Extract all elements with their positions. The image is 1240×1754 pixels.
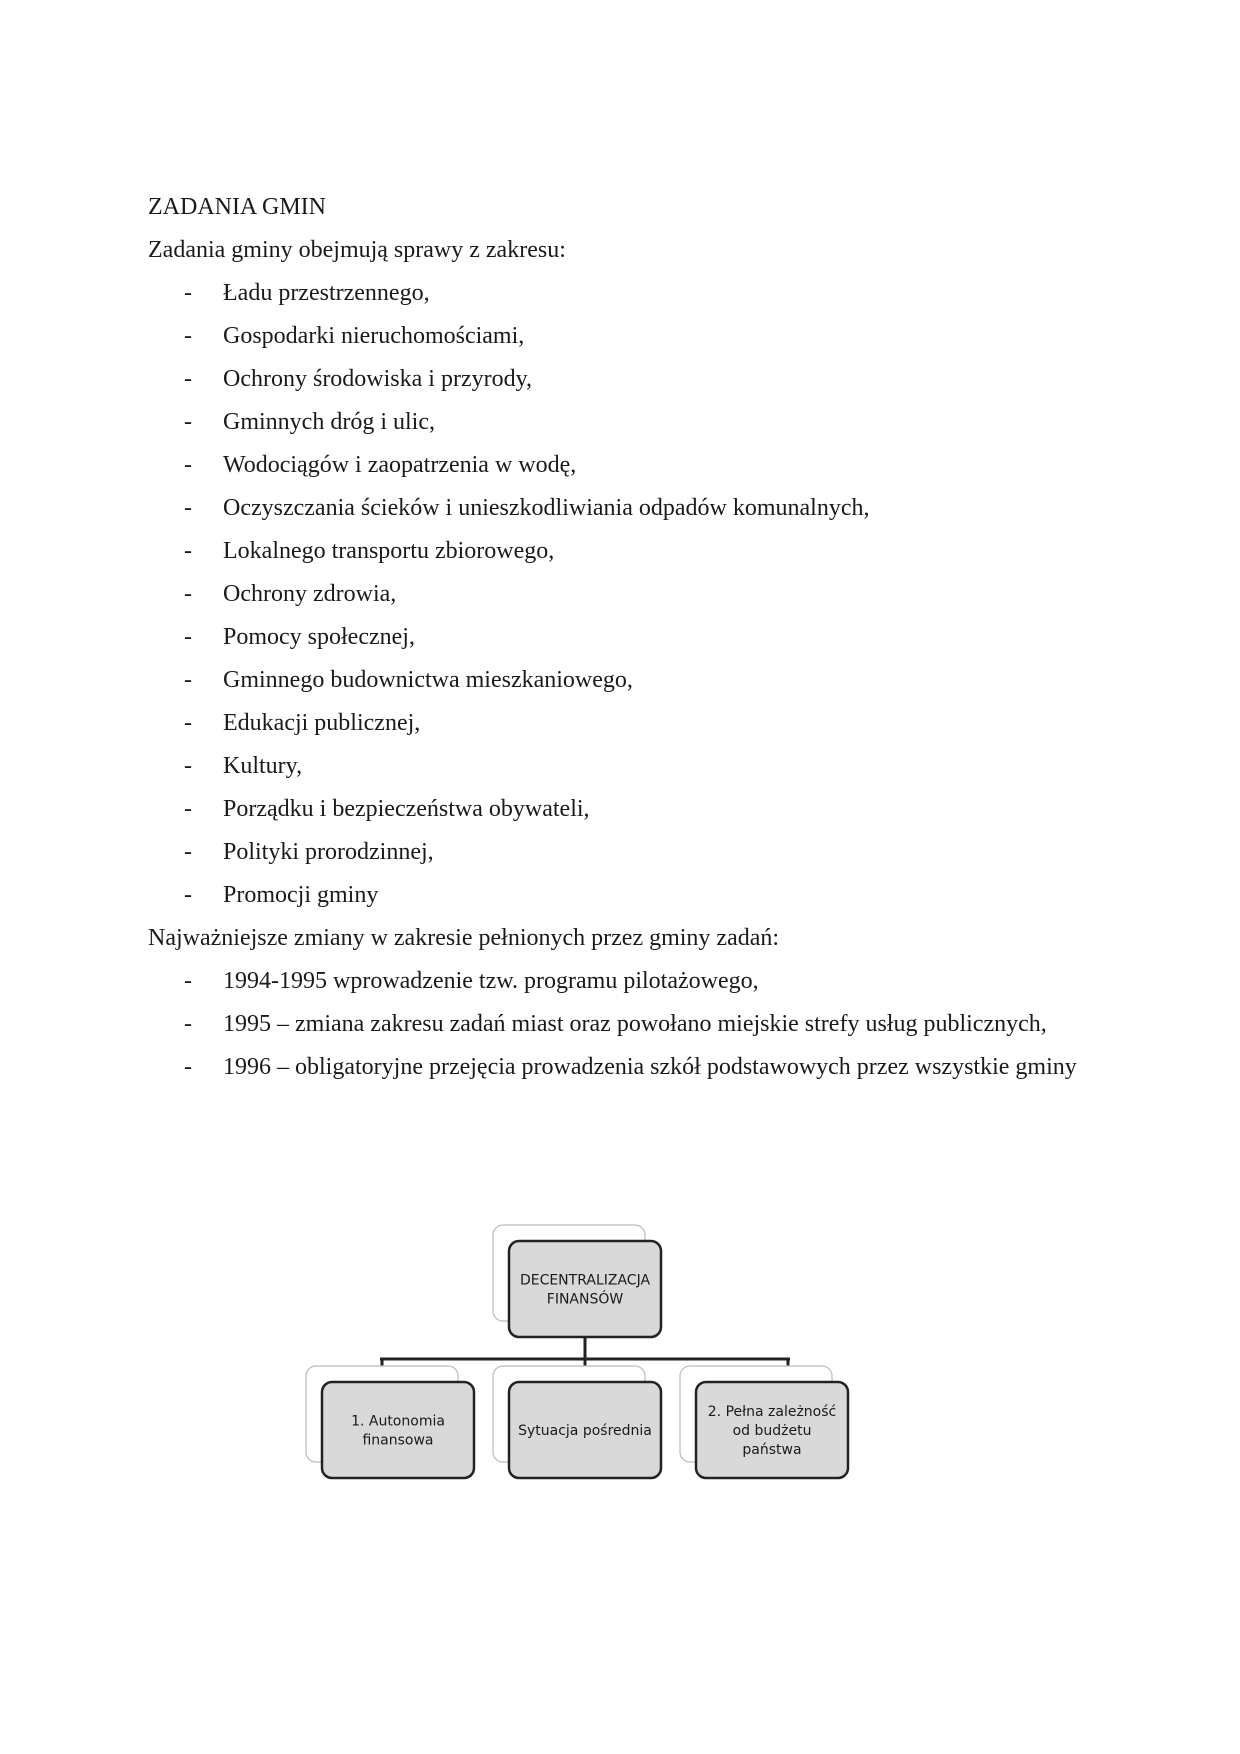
task-item <box>148 487 1128 530</box>
task-item-text: Wodociągów i zaopatrzenia w wodę, <box>223 452 577 478</box>
bullet-dash: - <box>184 495 192 521</box>
bullet-dash: - <box>184 1011 192 1037</box>
bullet-dash: - <box>184 839 192 865</box>
org-chart-diagram <box>300 1224 860 1488</box>
task-item <box>148 874 1128 917</box>
task-item-text: Polityki prorodzinnej, <box>223 839 434 865</box>
change-item <box>148 1003 1128 1046</box>
document-title: ZADANIA GMIN <box>148 194 326 220</box>
bullet-dash: - <box>184 796 192 822</box>
task-item <box>148 831 1128 874</box>
change-item-text: 1996 – obligatoryjne przejęcia prowadzenia szkół podstawowych przez wszystkie gminy <box>223 1054 1077 1080</box>
child-node-label: państwa <box>742 1442 802 1458</box>
task-item-text: Kultury, <box>223 753 303 779</box>
bullet-dash: - <box>184 366 192 392</box>
child-node-label: Sytuacja pośrednia <box>518 1423 652 1439</box>
task-item <box>148 573 1128 616</box>
bullet-dash: - <box>184 581 192 607</box>
task-item <box>148 745 1128 788</box>
bullet-dash: - <box>184 753 192 779</box>
task-item <box>148 358 1128 401</box>
child-node-label: finansowa <box>362 1432 434 1449</box>
child-node-label: od budżetu <box>732 1423 812 1439</box>
task-item-text: Promocji gminy <box>223 882 379 908</box>
bullet-dash: - <box>184 882 192 908</box>
task-item-text: Lokalnego transportu zbiorowego, <box>223 538 555 564</box>
task-item <box>148 315 1128 358</box>
bullet-dash: - <box>184 624 192 650</box>
root-node-box <box>509 1241 661 1337</box>
change-item <box>148 960 1128 1003</box>
changes-intro: Najważniejsze zmiany w zakresie pełnionych przez gminy zadań: <box>148 925 780 951</box>
changes-list <box>148 960 1128 1089</box>
bullet-dash: - <box>184 968 192 994</box>
task-item-text: Porządku i bezpieczeństwa obywateli, <box>223 796 590 822</box>
task-item-text: Gminnego budownictwa mieszkaniowego, <box>223 667 633 693</box>
task-item-text: Edukacji publicznej, <box>223 710 421 736</box>
task-item <box>148 272 1128 315</box>
bullet-dash: - <box>184 1054 192 1080</box>
diagram-svg <box>300 1224 860 1488</box>
task-item-text: Pomocy społecznej, <box>223 624 415 650</box>
tasks-intro: Zadania gminy obejmują sprawy z zakresu: <box>148 237 566 263</box>
change-item <box>148 1046 1128 1089</box>
task-item-text: Gospodarki nieruchomościami, <box>223 323 525 349</box>
bullet-dash: - <box>184 667 192 693</box>
task-item <box>148 444 1128 487</box>
child-node-label: 2. Pełna zależność <box>707 1404 837 1420</box>
child-node-box <box>322 1382 474 1478</box>
root-node-label: FINANSÓW <box>546 1291 624 1308</box>
change-item-text: 1994-1995 wprowadzenie tzw. programu pilotażowego, <box>223 968 759 994</box>
task-item-text: Ładu przestrzennego, <box>223 280 430 306</box>
task-item <box>148 401 1128 444</box>
task-item <box>148 788 1128 831</box>
task-item-text: Ochrony zdrowia, <box>223 581 397 607</box>
task-item-text: Ochrony środowiska i przyrody, <box>223 366 533 392</box>
task-item-text: Oczyszczania ścieków i unieszkodliwiania odpadów komunalnych, <box>223 495 870 521</box>
change-item-text: 1995 – zmiana zakresu zadań miast oraz powołano miejskie strefy usług publicznych, <box>223 1011 1047 1037</box>
bullet-dash: - <box>184 323 192 349</box>
task-item-text: Gminnych dróg i ulic, <box>223 409 435 435</box>
child-node-label: 1. Autonomia <box>351 1413 445 1430</box>
bullet-dash: - <box>184 538 192 564</box>
bullet-dash: - <box>184 710 192 736</box>
task-item <box>148 702 1128 745</box>
text-block <box>148 186 1128 1089</box>
task-item <box>148 659 1128 702</box>
tasks-list <box>148 272 1128 917</box>
task-item <box>148 530 1128 573</box>
bullet-dash: - <box>184 280 192 306</box>
bullet-dash: - <box>184 452 192 478</box>
bullet-dash: - <box>184 409 192 435</box>
root-node-label: DECENTRALIZACJA <box>519 1272 651 1289</box>
task-item <box>148 616 1128 659</box>
